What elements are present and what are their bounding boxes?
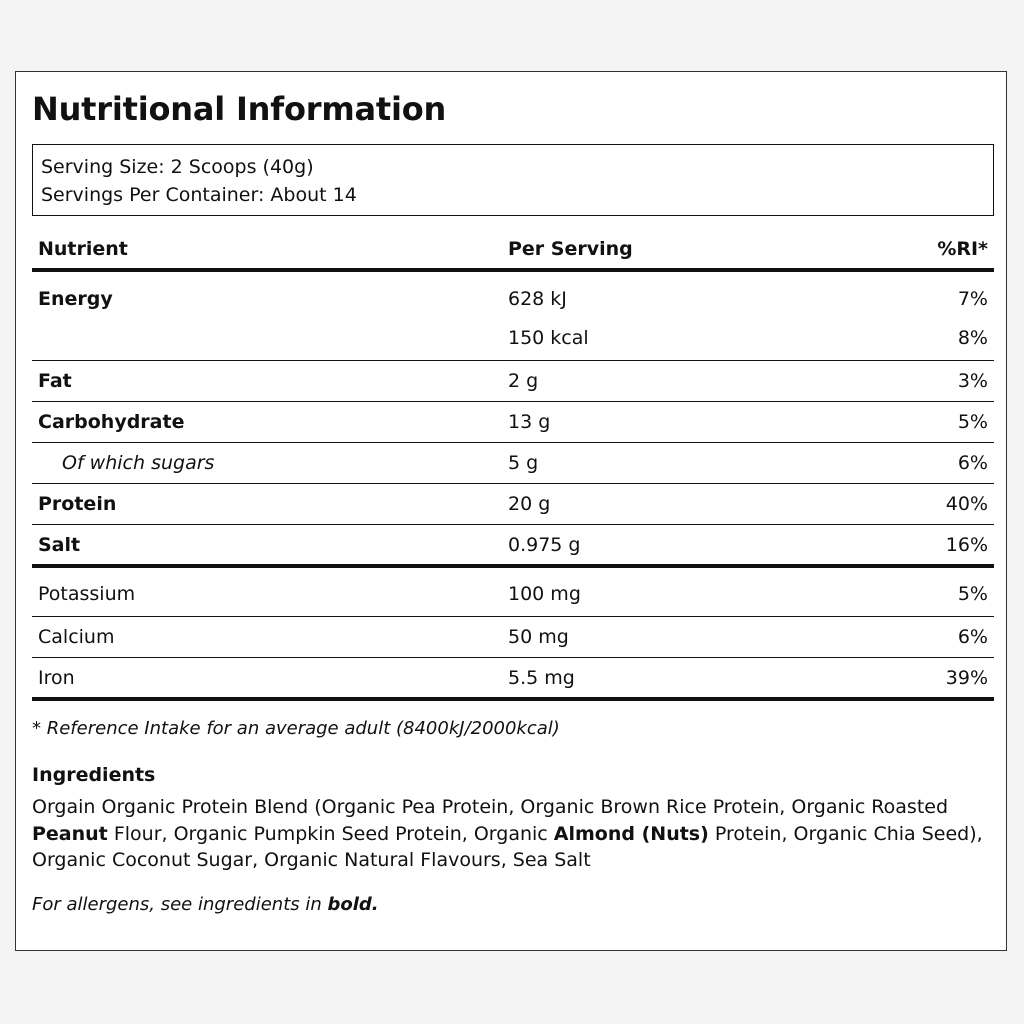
serving-info-box [32,144,994,216]
allergen-note-text: For allergens, see ingredients in [32,894,328,915]
ingredients-heading: Ingredients [32,764,156,786]
nutrient-ri: 6% [957,452,988,474]
nutrient-name: Carbohydrate [38,411,185,433]
energy-kj-value: 628 kJ [508,288,567,310]
nutrient-value: 5 g [508,452,539,474]
nutrient-value: 5.5 mg [508,667,575,689]
ingredients-part: Flour, Organic Pumpkin Seed Protein, Organic [107,822,554,845]
nutrient-name: Protein [38,493,117,515]
nutrient-ri: 6% [957,626,988,648]
ingredients-text [32,794,994,874]
table-row [32,443,994,484]
table-row [32,658,994,701]
nutrient-name: Calcium [38,626,115,648]
allergen-almond: Almond (Nuts) [553,822,709,845]
serving-size: Serving Size: 2 Scoops (40g) [41,156,314,178]
nutrient-name: Salt [38,534,81,556]
table-row [32,402,994,443]
header-nutrient: Nutrient [38,238,128,260]
nutrient-ri: 40% [945,493,988,515]
allergen-note [32,894,379,915]
nutrient-name: Iron [38,667,75,689]
nutrient-ri: 39% [945,667,988,689]
nutrient-ri: 3% [957,370,988,392]
header-per-serving: Per Serving [508,238,633,260]
nutrition-table [32,230,994,701]
table-row [32,568,994,617]
nutrient-value: 50 mg [508,626,569,648]
nutrient-value: 0.975 g [508,534,581,556]
ingredients-part: Orgain Organic Protein Blend (Organic Pea Protein, Organic Brown Rice Protein, Organic Roasted [32,796,949,818]
header-ri: %RI* [937,238,988,260]
table-row [32,484,994,525]
nutrient-value: 100 mg [508,583,581,605]
nutrient-name: Potassium [38,583,136,605]
energy-kcal-value: 150 kcal [508,327,589,349]
energy-kj-line [32,288,994,318]
nutrient-ri: 5% [957,411,988,433]
table-row [32,361,994,402]
nutrient-ri: 5% [957,583,988,605]
ingredients-part: Protein, Organic Chia Seed), Organic Coconut Sugar, Organic Natural Flavours, Sea Salt [32,822,983,871]
nutrient-ri: 16% [945,534,988,556]
energy-kj-ri: 7% [957,288,988,310]
reference-intake-footnote: * Reference Intake for an average adult (8400kJ/2000kcal) [32,718,560,739]
nutrient-name: Of which sugars [62,452,215,474]
nutrient-value: 13 g [508,411,551,433]
table-row-energy [32,272,994,361]
table-row [32,617,994,658]
table-header-row [32,230,994,272]
nutrition-panel [15,71,1007,951]
nutrient-name: Energy [38,288,113,310]
energy-kcal-line [32,327,994,357]
allergen-peanut: Peanut [32,822,108,845]
page-title: Nutritional Information [32,90,447,128]
allergen-note-bold: bold. [327,894,379,915]
energy-kcal-ri: 8% [957,327,988,349]
nutrient-value: 20 g [508,493,551,515]
nutrient-value: 2 g [508,370,539,392]
nutrient-name: Fat [38,370,72,392]
table-row [32,525,994,568]
servings-per-container: Servings Per Container: About 14 [41,184,357,206]
